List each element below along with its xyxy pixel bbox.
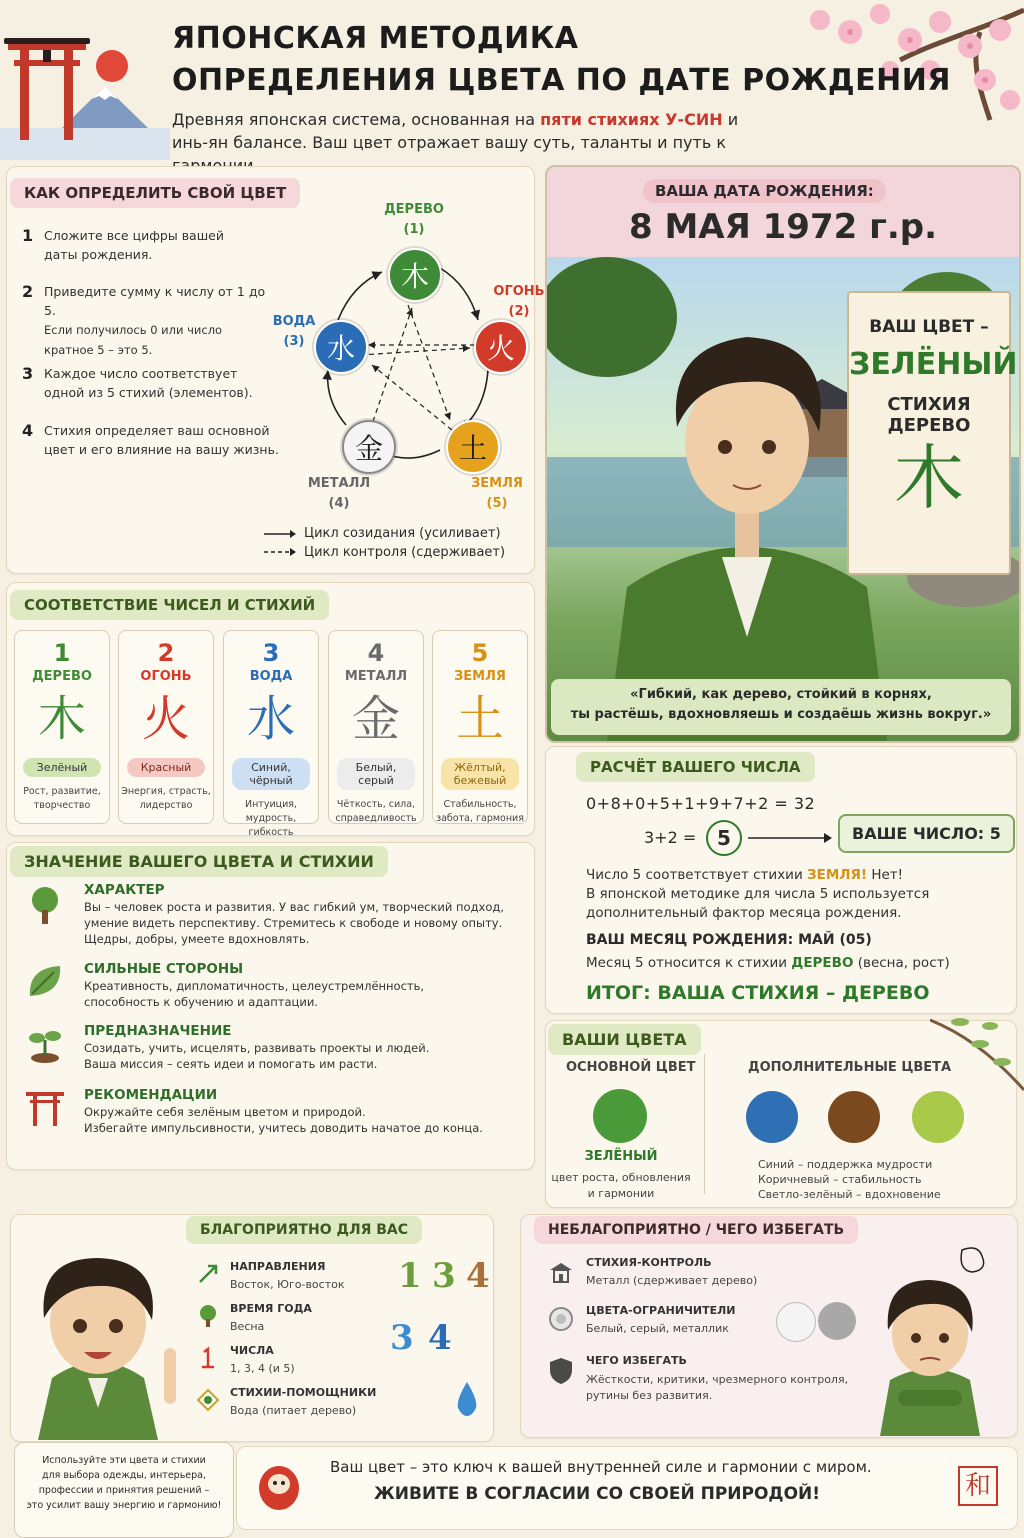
month-label: ВАШ МЕСЯЦ РОЖДЕНИЯ: МАЙ (05) [586,932,872,948]
wood-label: ДЕРЕВО (1) [384,202,444,237]
torii-icon [24,1086,66,1128]
calc-heading: РАСЧЁТ ВАШЕГО ЧИСЛА [576,752,815,782]
unfavorable-title: СТИХИЯ-КОНТРОЛЬ [586,1256,712,1269]
favorable-title: НАПРАВЛЕНИЯ [230,1260,326,1273]
helper-elements-icon [196,1388,220,1412]
calc-final: ИТОГ: ВАША СТИХИЯ – ДЕРЕВО [586,982,930,1004]
element-kanji-icon: 木 [37,691,86,747]
element-color-pill: Красный [127,758,205,777]
element-color-pill: Белый, серый [337,758,415,790]
step-number: 1 [22,226,34,245]
white-swatch [776,1302,816,1342]
quote-box: «Гибкий, как дерево, стойкий в корнях, ты растёшь, вдохновляешь и создаёшь жизнь вокруг.» [551,679,1011,735]
metal-label: МЕТАЛЛ (4) [307,476,371,511]
unfavorable-title: ЧЕГО ИЗБЕГАТЬ [586,1354,687,1367]
element-desc: Интуиция, мудрость, гибкость [244,799,298,838]
gray-swatch [818,1302,856,1340]
footer-line2: ЖИВИТЕ В СОГЛАСИИ СО СВОЕЙ ПРИРОДОЙ! [374,1484,821,1504]
calc-reduce: 3+2 = [644,828,697,847]
earth-label: ЗЕМЛЯ (5) [471,476,523,511]
torii-fuji-illustration [0,0,170,160]
step-number: 2 [22,282,34,301]
leaf-icon [24,960,66,1002]
extra-colors-desc: Синий – поддержка мудрости Коричневый – стабильность Светло-зелёный – вдохновение [758,1158,941,1201]
element-name: ОГОНЬ [140,669,192,684]
extra-color-swatch [828,1091,880,1143]
meaning-title: ХАРАКТЕР [84,882,165,898]
element-name: ЗЕМЛЯ [454,669,506,684]
daruma-icon [256,1456,302,1512]
main-color-swatch [593,1089,647,1143]
meaning-text: Вы – человек роста и развития. У вас гибкий ум, творческий подход, умение видеть перспективу. Стремитесь к свободе и новому опыту. Щедры, добры, умеете вдохновлять. [84,900,504,946]
unfavorable-text: Металл (сдерживает дерево) [586,1274,758,1287]
element-name: ДЕРЕВО [32,669,92,684]
limiting-colors-icon [548,1306,574,1332]
tree-icon [24,884,66,926]
favorable-text: 1, 3, 4 (и 5) [230,1362,295,1375]
meaning-text: Окружайте себя зелёным цветом и природой. Избегайте импульсивности, учитесь доводить начатое до конца. [84,1105,483,1135]
shield-icon [548,1356,574,1386]
month-text: Месяц 5 относится к стихии ДЕРЕВО (весна, рост) [586,955,950,971]
element-kanji-icon: 金 [351,691,400,747]
element-number: 2 [157,639,175,667]
step-text: Сложите все цифры вашей даты рождения. [44,228,224,262]
water-element-icon: 水 [314,320,368,374]
meaning-title: РЕКОМЕНДАЦИИ [84,1087,218,1103]
element-desc: Рост, развитие, творчество [23,786,101,811]
metal-element-icon: 金 [342,420,396,474]
portrait-panel [545,165,1021,743]
earth-element-icon: 土 [446,420,500,474]
meaning-text: Креативность, дипломатичность, целеустремлённость, способность к обучению и адаптации. [84,979,425,1009]
your-color-card [847,291,1018,575]
step-text: Приведите сумму к числу от 1 до 5. Если получилось 0 или число кратное 5 – это 5. [44,284,266,357]
element-number: 5 [471,639,489,667]
birth-date: 8 МАЯ 1972 г.р. [628,207,938,247]
element-number: 4 [367,639,385,667]
favorable-text: Вода (питает дерево) [230,1404,357,1417]
your-color-value: ЗЕЛЁНЫЙ [849,347,1018,382]
main-color-desc: цвет роста, обновления и гармонии [551,1171,691,1200]
step-number: 3 [22,364,34,383]
lucky-digit: 4 [466,1256,490,1296]
lucky-digit: 1 [398,1256,422,1296]
element-number: 3 [262,639,280,667]
legend-create: Цикл созидания (усиливает) [304,526,501,541]
favorable-text: Весна [230,1320,265,1333]
meaning-title: СИЛЬНЫЕ СТОРОНЫ [84,961,244,977]
favorable-text: Восток, Юго-восток [230,1278,345,1291]
element-card [223,630,319,838]
your-color-label: ВАШ ЦВЕТ – [869,317,989,337]
extra-color-swatch [746,1091,798,1143]
element-color-pill: Зелёный [23,758,101,777]
lucky-digit: 3 [390,1318,414,1358]
fire-element-icon: 火 [474,320,528,374]
unfavorable-heading: НЕБЛАГОПРИЯТНО / ЧЕГО ИЗБЕГАТЬ [534,1216,858,1244]
wa-stamp: 和 [958,1466,998,1506]
birth-date-label: ВАША ДАТА РОЖДЕНИЯ: [643,179,886,203]
how-heading: КАК ОПРЕДЕЛИТЬ СВОЙ ЦВЕТ [10,178,300,208]
correspondence-heading: СООТВЕТСТВИЕ ЧИСЕЛ И СТИХИЙ [10,590,329,620]
unfavorable-title: ЦВЕТА-ОГРАНИЧИТЕЛИ [586,1304,736,1317]
direction-icon [196,1262,220,1286]
step-text: Каждое число соответствует одной из 5 стихий (элементов). [44,366,253,400]
element-kanji-icon: 水 [246,691,295,747]
colors-divider [704,1054,705,1194]
calc-result-circle: 5 [706,820,742,856]
lucky-digit: 3 [432,1256,456,1296]
page-subtitle: Древняя японская система, основанная на пяти стихиях У-СИН и инь-ян балансе. Ваш цвет отражает вашу суть, таланты и путь к [172,110,739,152]
element-card [432,630,528,824]
usage-note: Используйте эти цвета и стихии для выбора одежды, интерьера, профессии и принятия решений – это усилит вашу энергию и гармонию! [14,1442,234,1538]
numbers-icon [196,1346,220,1370]
temple-icon [548,1260,574,1286]
element-desc: Стабильность, забота, гармония [436,799,524,824]
footer-line1: Ваш цвет – это ключ к вашей внутренней силе и гармонии с миром. [330,1458,872,1476]
meaning-text: Созидать, учить, исцелять, развивать проекты и людей. Ваша миссия – сеять идеи и помогать им расти. [84,1041,430,1071]
element-desc: Чёткость, сила, справедливость [335,799,417,824]
calc-sum: 0+8+0+5+1+9+7+2 = 32 [586,794,816,813]
element-card [118,630,214,824]
extra-colors-label: ДОПОЛНИТЕЛЬНЫЕ ЦВЕТА [748,1060,952,1075]
boy-pointing-illustration [18,1228,188,1440]
page-title-line1: ЯПОНСКАЯ МЕТОДИКА [172,21,579,56]
your-element-line1: СТИХИЯ [887,394,971,415]
meaning-title: ПРЕДНАЗНАЧЕНИЕ [84,1023,232,1039]
lucky-digit: 4 [428,1318,452,1358]
season-tree-icon [196,1304,220,1328]
page-title-line2: ОПРЕДЕЛЕНИЯ ЦВЕТА ПО ДАТЕ РОЖДЕНИЯ [172,63,951,98]
element-kanji-icon: 土 [455,691,504,747]
arrow-right-icon [746,828,834,848]
element-card [14,630,110,824]
main-color-name: ЗЕЛЁНЫЙ [584,1149,658,1164]
element-kanji-icon: 火 [141,691,190,747]
element-number: 1 [53,639,71,667]
your-element-line2: ДЕРЕВО [887,415,971,436]
legend-control: Цикл контроля (сдерживает) [304,545,506,560]
favorable-title: ЧИСЛА [230,1344,274,1357]
calc-explanation: Число 5 соответствует стихии ЗЕМЛЯ! Нет! В японской методике для числа 5 используется дополнительный фактор месяца рождения. [586,867,930,921]
your-number-box: ВАШЕ ЧИСЛО: 5 [838,814,1015,853]
main-color-label: ОСНОВНОЙ ЦВЕТ [566,1060,696,1075]
element-card [328,630,424,824]
boy-crossed-arms-illustration [870,1240,990,1436]
favorable-heading: БЛАГОПРИЯТНО ДЛЯ ВАС [186,1216,422,1244]
water-drop-icon [454,1380,480,1418]
branch-leaves-decoration [930,1000,1024,1110]
step-text: Стихия определяет ваш основной цвет и его влияние на вашу жизнь. [44,423,279,457]
unfavorable-text: Жёсткости, критики, чрезмерного контроля, рутины без развития. [586,1373,849,1402]
wood-element-icon: 木 [388,248,442,302]
sprout-icon [24,1022,66,1064]
element-color-pill: Синий, чёрный [232,758,310,790]
water-label: ВОДА (3) [272,314,316,349]
element-color-pill: Жёлтый, бежевый [441,758,519,790]
step-number: 4 [22,421,34,440]
wood-kanji-icon: 木 [894,437,964,519]
colors-heading: ВАШИ ЦВЕТА [548,1024,701,1055]
favorable-title: ВРЕМЯ ГОДА [230,1302,312,1315]
element-name: ВОДА [249,669,293,684]
meaning-heading: ЗНАЧЕНИЕ ВАШЕГО ЦВЕТА И СТИХИИ [10,846,388,877]
favorable-title: СТИХИИ-ПОМОЩНИКИ [230,1386,377,1399]
element-desc: Энергия, страсть, лидерство [121,786,211,811]
fire-label: ОГОНЬ (2) [493,284,545,319]
unfavorable-text: Белый, серый, металлик [586,1322,729,1335]
element-name: МЕТАЛЛ [344,669,408,684]
cycle-legend-arrows [262,526,298,558]
